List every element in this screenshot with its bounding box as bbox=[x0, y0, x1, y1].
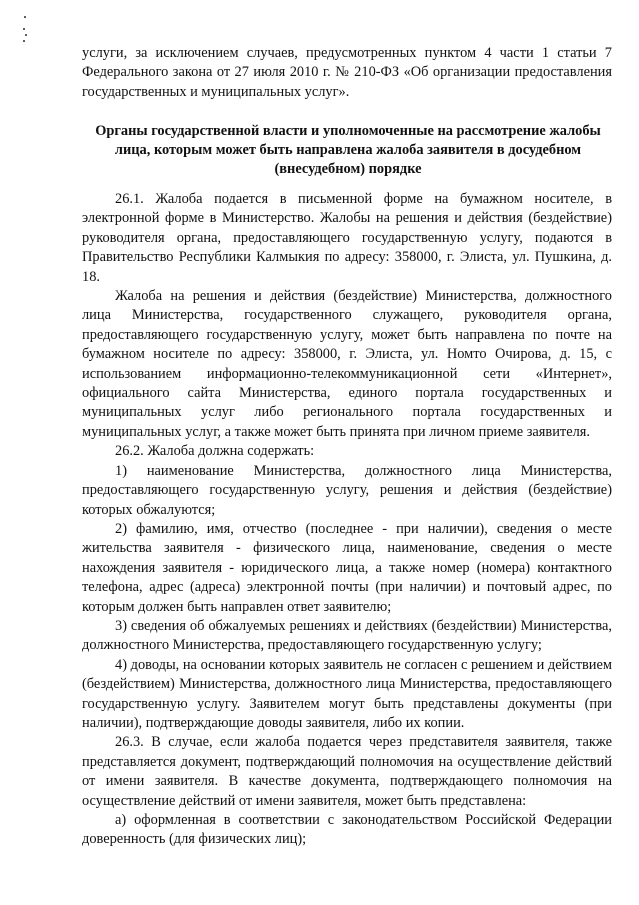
list-item-4: 4) доводы, на основании которых заявитель не согласен с решением и действием (бездействием) Министерства, должностного лица Министерства, предоставляющего государственную услугу. Заявителем могут быть представлены документы (при наличии), подтверждающие доводы заявителя, либо их копии. bbox=[82, 656, 612, 731]
paragraph-complaint-channels: Жалоба на решения и действия (бездействие) Министерства, должностного лица Министерства, государственного служащего, руководителя органа, предоставляющего государственную услугу, может быть направлена по почте на бумажном носителе по адресу: 358000, г. Элиста, ул. Номто Очирова, д. 15, с использованием информационно-телекоммуникационной сети «Интернет», официального сайта Министерства, единого портала государственных и муниципальных услуг либо регионального портала государственных и муниципальных услуг, а также может быть принята при личном приеме заявителя. bbox=[82, 288, 612, 440]
paragraph-26-2: 26.2. Жалоба должна содержать: bbox=[115, 443, 315, 460]
body-text bbox=[82, 190, 612, 850]
paragraph-26-1: 26.1. Жалоба подается в письменной форме на бумажном носителе, в электронной форме в Министерство. Жалобы на решения и действия (бездействие) руководителя органа, предоставляющего государственную услугу, подаются в Правительство Республики Калмыкия по адресу: 358000, г. Элиста, ул. Пушкина, д. 18. bbox=[82, 191, 612, 285]
section-heading-block bbox=[80, 122, 616, 179]
intro-block bbox=[82, 44, 612, 102]
list-item-a: а) оформленная в соответствии с законодательством Российской Федерации доверенность (для физических лиц); bbox=[82, 812, 612, 848]
list-item-3: 3) сведения об обжалуемых решениях и действиях (бездействии) Министерства, должностного Министерства, предоставляющего государственную услугу; bbox=[82, 617, 612, 654]
paragraph-26-3: 26.3. В случае, если жалоба подается через представителя заявителя, также представляется документ, подтверждающий полномочия на осуществление действий от имени заявителя. В качестве документа, подтверждающего полномочия на осуществление действий от имени заявителя, может быть представлена: bbox=[82, 734, 612, 809]
list-item-1: 1) наименование Министерства, должностного лица Министерства, предоставляющего государственную услугу, решения и действия (бездействие) которых обжалуются; bbox=[82, 462, 612, 518]
intro-paragraph: услуги, за исключением случаев, предусмотренных пунктом 4 части 1 статьи 7 Федерального закона от 27 июля 2010 г. № 210-ФЗ «Об организации предоставления государственных и муниципальных услуг». bbox=[82, 45, 612, 100]
list-item-2: 2) фамилию, имя, отчество (последнее - при наличии), сведения о месте жительства заявителя - физического лица, наименование, сведения о месте нахождения заявителя - юридического лица, а также номер (номера) контактного телефона, адрес (адреса) электронной почты (при наличии) и почтовый адрес, по которым должен быть направлен ответ заявителю; bbox=[82, 520, 612, 615]
section-heading: Органы государственной власти и уполномоченные на рассмотрение жалобы лица, которым может быть направлена жалоба заявителя в досудебном (внесудебном) порядке bbox=[95, 123, 601, 177]
scan-artifact bbox=[22, 14, 28, 44]
